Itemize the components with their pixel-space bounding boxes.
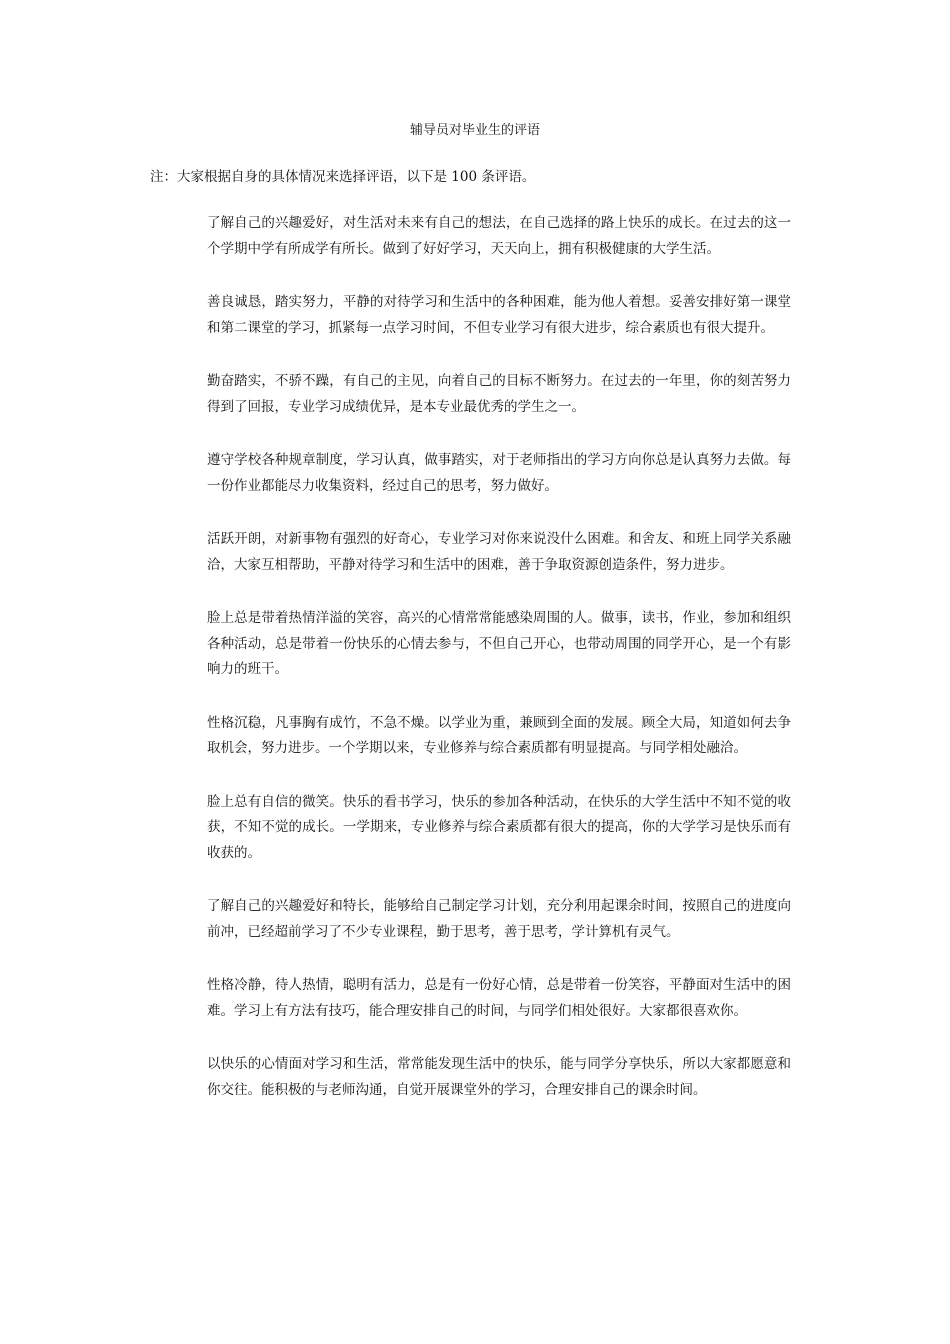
comment-paragraph: 活跃开朗，对新事物有强烈的好奇心，专业学习对你来说没什么困难。和舍友、和班上同学关系融洽，大家互相帮助，平静对待学习和生活中的困难，善于争取资源创造条件，努力进步。	[207, 531, 791, 573]
comment-paragraph: 遵守学校各种规章制度，学习认真，做事踏实，对于老师指出的学习方向你总是认真努力去做。每一份作业都能尽力收集资料，经过自己的思考，努力做好。	[207, 452, 791, 494]
comment-paragraph: 脸上总是带着热情洋溢的笑容，高兴的心情常常能感染周围的人。做事，读书，作业，参加和组织各种活动，总是带着一份快乐的心情去参与，不但自己开心，也带动周围的同学开心，是一个有影响力的班干。	[207, 610, 791, 677]
comment-paragraph: 脸上总有自信的微笑。快乐的看书学习，快乐的参加各种活动，在快乐的大学生活中不知不觉的收获，不知不觉的成长。一学期来，专业修养与综合素质都有很大的提高，你的大学学习是快乐而有收获的。	[207, 793, 791, 861]
intro-note: 注：大家根据自身的具体情况来选择评语，以下是 100 条评语。	[150, 169, 536, 185]
comment-paragraph: 了解自己的兴趣爱好，对生活对未来有自己的想法，在自己选择的路上快乐的成长。在过去的这一个学期中学有所成学有所长。做到了好好学习，天天向上，拥有积极健康的大学生活。	[207, 215, 791, 257]
comment-paragraph: 性格冷静，待人热情，聪明有活力，总是有一份好心情，总是带着一份笑容，平静面对生活中的困难。学习上有方法有技巧，能合理安排自己的时间，与同学们相处很好。大家都很喜欢你。	[207, 977, 791, 1019]
comment-paragraph: 性格沉稳，凡事胸有成竹，不急不燥。以学业为重，兼顾到全面的发展。顾全大局，知道如何去争取机会，努力进步。一个学期以来，专业修养与综合素质都有明显提高。与同学相处融洽。	[207, 714, 791, 756]
document-title: 辅导员对毕业生的评语	[409, 123, 540, 138]
comment-paragraph: 勤奋踏实，不骄不躁，有自己的主见，向着自己的目标不断努力。在过去的一年里，你的刻苦努力得到了回报，专业学习成绩优异，是本专业最优秀的学生之一。	[207, 373, 791, 415]
comment-paragraph: 了解自己的兴趣爱好和特长，能够给自己制定学习计划，充分利用起课余时间，按照自己的进度向前冲，已经超前学习了不少专业课程，勤于思考，善于思考，学计算机有灵气。	[207, 898, 791, 940]
comment-list	[207, 211, 791, 1131]
comment-paragraph: 善良诚恳，踏实努力，平静的对待学习和生活中的各种困难，能为他人着想。妥善安排好第一课堂和第二课堂的学习，抓紧每一点学习时间，不但专业学习有很大进步，综合素质也有很大提升。	[207, 294, 791, 336]
comment-paragraph: 以快乐的心情面对学习和生活，常常能发现生活中的快乐，能与同学分享快乐，所以大家都愿意和你交往。能积极的与老师沟通，自觉开展课堂外的学习，合理安排自己的课余时间。	[207, 1056, 791, 1098]
